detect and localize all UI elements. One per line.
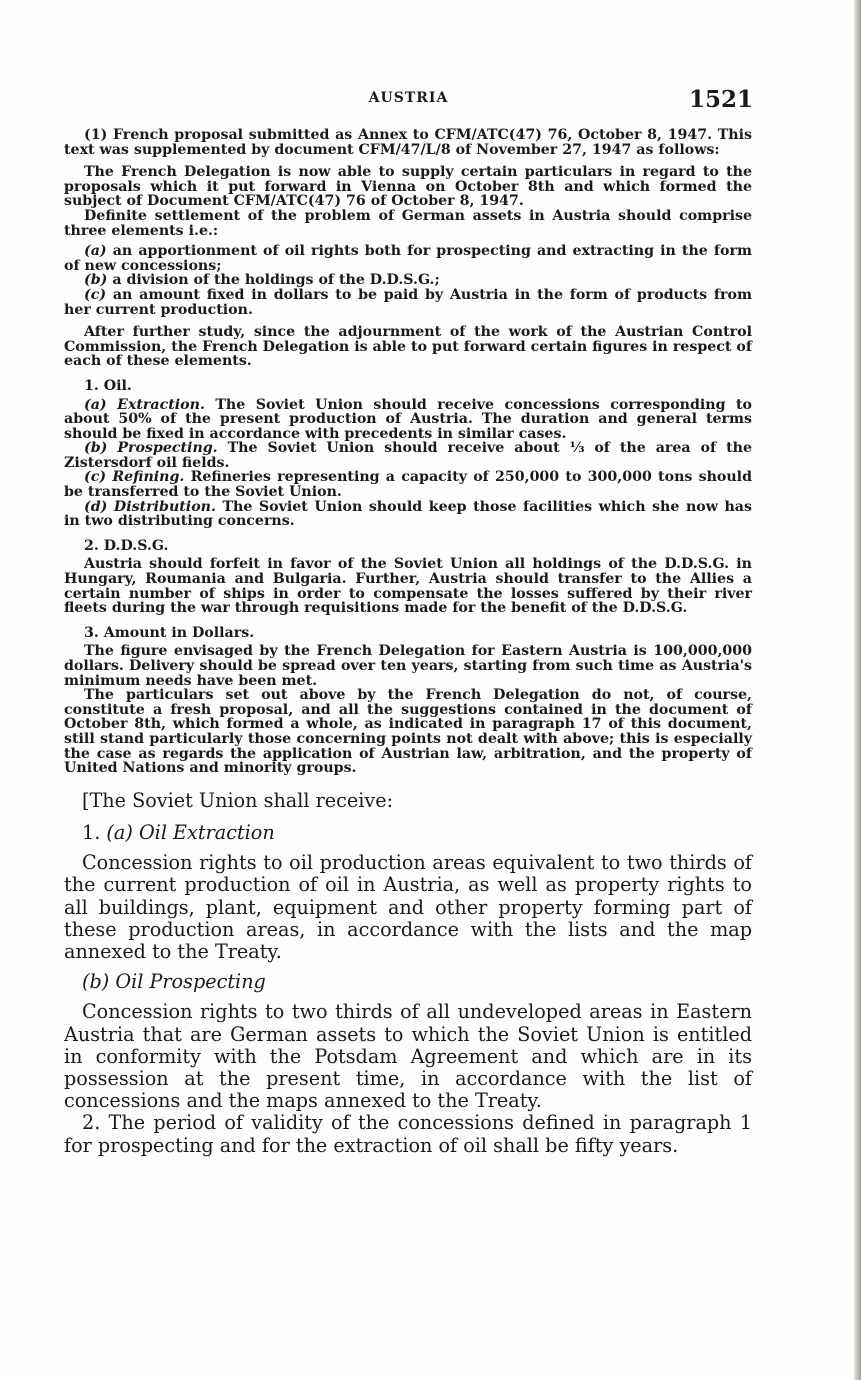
item-label: (b) [84,272,108,289]
item-title: Refining. [112,469,185,486]
oil-item [64,441,752,470]
element-item [64,273,752,288]
page-edge [854,0,861,1380]
item-label: (a) [84,243,107,260]
item-label: (b) [84,440,108,457]
item-text: The Soviet Union should receive about ⅓ of the area of the Zistersdorf oil fields. [64,440,752,471]
page-number: 1521 [688,86,753,113]
item-label: (c) [84,286,107,303]
treaty-paragraph: Concession rights to oil production areas equivalent to two thirds of the current production of oil in Austria, as well as property rights to all buildings, plant, equipment and other property forming part of these production areas, in accordance with the lists and the map annexed to the Treaty. [64,851,752,963]
subsection-title: Oil Extraction [138,820,275,844]
subsection-label: (a) [106,820,133,844]
footnote-section [64,128,752,776]
item-title: Distribution. [113,498,216,515]
item-label: (c) [84,469,107,486]
note-paragraph: The French Delegation is now able to supply certain particulars in regard to the proposals which it put forward in Vienna on October 8th and which formed the subject of Document CFM/ATC(47) 76 of October 8, 1947. [64,164,752,210]
treaty-paragraph: Concession rights to two thirds of all undeveloped areas in Eastern Austria that are German assets to which the Soviet Union is entitled in conformity with the Potsdam Agreement and which are in its possession at the present time, in accordance with the list of concessions and the maps annexed to the Treaty. [64,1000,752,1113]
note-paragraph: The figure envisaged by the French Delegation for Eastern Austria is 100,000,000 dollars. Delivery should be spread over ten years, starting from such time as Austria's minimum needs have been met. [64,643,752,689]
treaty-text-section [64,790,752,1157]
section-heading: 3. Amount in Dollars. [84,624,255,641]
oil-item [64,500,752,529]
subsection-heading [64,822,752,844]
page-body [64,128,752,1157]
item-title: Prospecting. [117,440,218,457]
item-text: an amount fixed in dollars to be paid by Austria in the form of products from her current production. [64,286,752,318]
item-text: an apportionment of oil rights both for prospecting and extracting in the form of new concessions; [64,243,752,274]
oil-item [64,470,752,499]
item-text: a division of the holdings of the D.D.S.G.; [112,272,440,289]
item-label: (a) [84,396,107,413]
treaty-intro: [The Soviet Union shall receive: [82,788,394,812]
item-title: Extraction. [117,396,205,413]
element-item [64,244,752,273]
treaty-paragraph: 2. The period of validity of the concessions defined in paragraph 1 for prospecting and for the extraction of oil shall be fifty years. [64,1111,752,1157]
page-header [64,86,753,120]
element-item [64,288,752,317]
item-text: The Soviet Union should keep those facilities which she now has in two distributing concerns. [64,498,752,530]
subsection-label: (b) [82,970,110,994]
subsection-title: Oil Prospecting [115,970,266,994]
subsection-heading [64,971,752,993]
running-head: AUSTRIA [368,90,449,106]
note-paragraph: After further study, since the adjournment of the work of the Austrian Control Commission, the French Delegation is able to put forward certain figures in respect of each of these elements. [64,324,752,370]
note-paragraph: The particulars set out above by the French Delegation do not, of course, constitute a fresh proposal, and all the suggestions contained in the document of October 8th, which formed a whole, as indicated in paragraph 17 of this document, still stand particularly those concerning points not dealt with above; this is especially the case as regards the application of Austrian law, arbitration, and the property of United Nations and minority groups. [64,687,752,777]
item-text: The Soviet Union should receive concessions corresponding to about 50% of the present production of Austria. The duration and general terms should be fixed in accordance with precedents in similar cases. [64,396,752,442]
section-number: 1. [82,820,101,844]
section-heading: 1. Oil. [84,377,132,394]
item-label: (d) [84,498,108,515]
note-intro: (1) French proposal submitted as Annex to CFM/ATC(47) 76, October 8, 1947. This text was supplemented by document CFM/47/L/8 of November 27, 1947 as follows: [64,127,752,158]
note-paragraph: Austria should forfeit in favor of the Soviet Union all holdings of the D.D.S.G. in Hungary, Roumania and Bulgaria. Further, Austria should transfer to the Allies a certain number of ships in order to compensate the losses suffered by their river fleets during the war through requisitions made for the benefit of the D.D.S.G. [64,556,752,617]
oil-item [64,398,752,442]
item-text: Refineries representing a capacity of 250,000 to 300,000 tons should be transferred to the Soviet Union. [64,469,752,501]
note-paragraph: Definite settlement of the problem of German assets in Austria should comprise three elements i.e.: [64,207,752,239]
section-heading: 2. D.D.S.G. [84,537,169,554]
